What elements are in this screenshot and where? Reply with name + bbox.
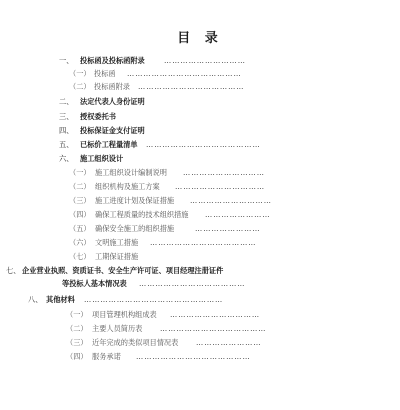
- toc-label: 组织机构及施工方案: [95, 182, 160, 191]
- toc-number: （四）: [69, 210, 91, 219]
- toc-number: （二）: [69, 82, 91, 91]
- toc-label: 投标保证金支付证明: [80, 126, 145, 135]
- toc-number: （一）: [69, 168, 91, 177]
- toc-leader: ……………………: [205, 210, 271, 219]
- toc-leader: …………………………………: [139, 279, 246, 288]
- toc-number: 一、: [59, 56, 74, 65]
- page-title: 目 录: [177, 31, 223, 46]
- toc-number: （二）: [69, 182, 91, 191]
- toc-leader: …………………………: [183, 168, 265, 177]
- toc-leader: ……………………………………………: [84, 295, 224, 304]
- toc-number: 四、: [59, 126, 74, 135]
- toc-number: 二、: [59, 97, 74, 106]
- toc-number: 八、: [28, 295, 43, 304]
- toc-leader: ……………………: [196, 338, 262, 347]
- toc-leader: ……………………………: [170, 310, 261, 319]
- toc-leader: ……………………………………: [127, 69, 242, 78]
- toc-label: 主要人员简历表: [92, 324, 143, 333]
- toc-number: （五）: [69, 224, 91, 233]
- toc-label: 确保安全施工的组织措施: [95, 224, 175, 233]
- toc-leader: ……………………: [195, 224, 261, 233]
- toc-number: （三）: [66, 338, 88, 347]
- toc-leader: ……………………………………: [136, 352, 251, 361]
- toc-leader: …………………………………: [138, 82, 245, 91]
- toc-leader: …………………………………: [150, 238, 257, 247]
- toc-number: （四）: [66, 352, 88, 361]
- toc-label: 施工组织设计编制说明: [95, 168, 167, 177]
- toc-leader: ……………………………: [175, 182, 266, 191]
- toc-leader: …………………………: [190, 196, 272, 205]
- toc-label: 工期保证措施: [95, 252, 139, 261]
- toc-label: 文明施工措施: [95, 238, 139, 247]
- toc-leader: ……………………………………: [146, 140, 261, 149]
- toc-label: 已标价工程量清单: [80, 140, 138, 149]
- toc-label: 等投标人基本情况表: [62, 279, 127, 288]
- toc-leader: …………………………: [164, 56, 246, 65]
- toc-label: 施工进度计划及保证措施: [95, 196, 175, 205]
- toc-number: （三）: [69, 196, 91, 205]
- toc-label: 近年完成的类似项目情况表: [92, 338, 179, 347]
- toc-label: 确保工程质量的技术组织措施: [95, 210, 189, 219]
- toc-label: 施工组织设计: [80, 154, 124, 163]
- toc-label: 投标函附录: [94, 82, 130, 91]
- toc-label: 投标函: [94, 69, 116, 78]
- toc-number: （一）: [66, 310, 88, 319]
- toc-label: 其他材料: [46, 295, 75, 304]
- toc-label: 服务承诺: [92, 352, 121, 361]
- toc-leader: …………………………………: [160, 324, 267, 333]
- toc-number: 三、: [59, 112, 74, 121]
- toc-number: （一）: [69, 69, 91, 78]
- toc-number: （七）: [69, 252, 91, 261]
- toc-label: 项目管理机构组成表: [92, 310, 157, 319]
- toc-number: 七、: [6, 266, 21, 275]
- toc-label: 法定代表人身份证明: [80, 97, 145, 106]
- toc-number: （六）: [69, 238, 91, 247]
- toc-label: 授权委托书: [80, 112, 116, 121]
- toc-label: 投标函及投标函附录: [80, 56, 145, 65]
- toc-number: 五、: [59, 140, 74, 149]
- toc-number: （二）: [66, 324, 88, 333]
- toc-number: 六、: [59, 154, 74, 163]
- toc-label: 企业营业执照、资质证书、安全生产许可证、项目经理注册证件: [22, 266, 224, 275]
